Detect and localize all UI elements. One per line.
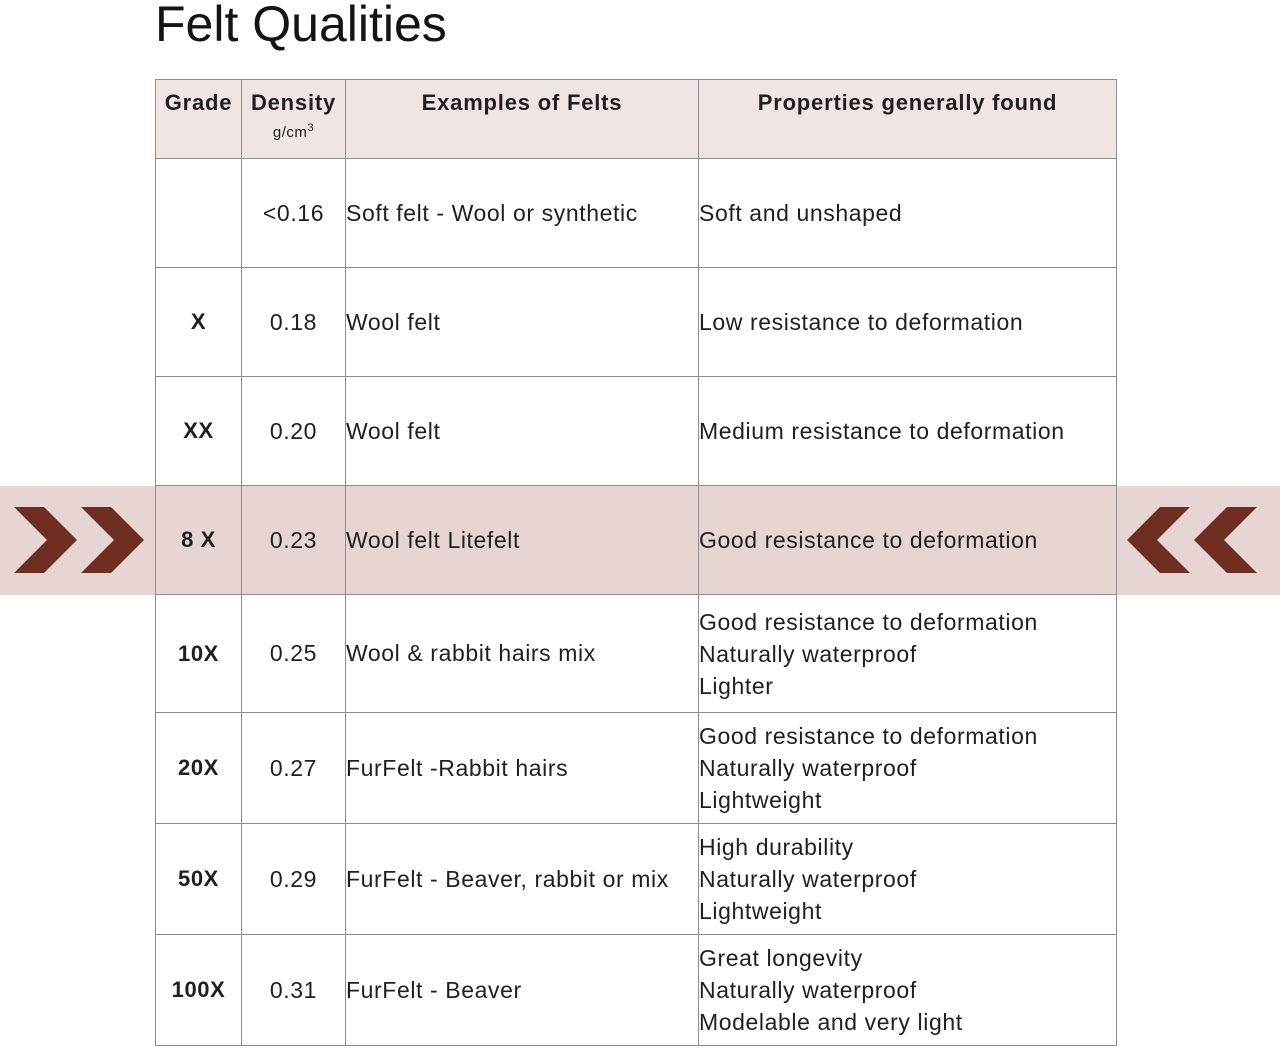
property-line: Naturally waterproof bbox=[699, 640, 917, 667]
cell-example: Wool felt bbox=[346, 377, 699, 486]
property-line: Soft and unshaped bbox=[699, 200, 903, 226]
property-line: Modelable and very light bbox=[699, 1009, 963, 1035]
density-unit: $g/cm^3$ bbox=[272, 122, 315, 141]
cell-properties bbox=[699, 486, 1117, 595]
cell-density: 0.25 bbox=[242, 595, 346, 713]
header-density-label: Density bbox=[250, 90, 337, 115]
property-line: Lightweight bbox=[699, 787, 822, 813]
cell-example: FurFelt - Beaver bbox=[346, 935, 699, 1046]
cell-grade bbox=[156, 159, 242, 268]
table-row bbox=[156, 268, 1117, 377]
cell-grade: X bbox=[156, 268, 242, 377]
property-line: Good resistance to deformation bbox=[699, 527, 1038, 553]
property-line: High durability bbox=[699, 834, 854, 860]
cell-properties bbox=[699, 377, 1117, 486]
felt-qualities-table bbox=[155, 79, 1117, 1046]
cell-density: 0.23 bbox=[242, 486, 346, 595]
cell-density: 0.29 bbox=[242, 824, 346, 935]
double-chevron-right-icon bbox=[14, 507, 144, 573]
property-line: Lighter bbox=[699, 672, 774, 699]
table-row bbox=[156, 713, 1117, 824]
table-header-row bbox=[156, 80, 1117, 159]
cell-properties bbox=[699, 159, 1117, 268]
table-body bbox=[156, 159, 1117, 1046]
header-grade: Grade bbox=[156, 80, 242, 159]
property-line: Low resistance to deformation bbox=[699, 309, 1024, 335]
table-row bbox=[156, 824, 1117, 935]
property-line: Naturally waterproof bbox=[699, 866, 917, 892]
property-line: Naturally waterproof bbox=[699, 755, 917, 781]
header-density bbox=[242, 80, 346, 159]
table-row bbox=[156, 595, 1117, 713]
property-line: Naturally waterproof bbox=[699, 977, 917, 1003]
table-row bbox=[156, 486, 1117, 595]
cell-properties bbox=[699, 713, 1117, 824]
table-row bbox=[156, 935, 1117, 1046]
cell-properties bbox=[699, 935, 1117, 1046]
cell-grade: 20X bbox=[156, 713, 242, 824]
cell-example: Soft felt - Wool or synthetic bbox=[346, 159, 699, 268]
cell-properties bbox=[699, 268, 1117, 377]
cell-grade: 10X bbox=[156, 595, 242, 713]
table-row bbox=[156, 377, 1117, 486]
cell-grade: 8 X bbox=[156, 486, 242, 595]
cell-example: FurFelt -Rabbit hairs bbox=[346, 713, 699, 824]
cell-density: 0.31 bbox=[242, 935, 346, 1046]
cell-density: 0.27 bbox=[242, 713, 346, 824]
cell-properties bbox=[699, 824, 1117, 935]
cell-grade: 50X bbox=[156, 824, 242, 935]
cell-density: 0.18 bbox=[242, 268, 346, 377]
cell-grade: 100X bbox=[156, 935, 242, 1046]
cell-density: 0.20 bbox=[242, 377, 346, 486]
property-line: Lightweight bbox=[699, 898, 822, 924]
table-row bbox=[156, 159, 1117, 268]
cell-example: Wool felt Litefelt bbox=[346, 486, 699, 595]
cell-grade: XX bbox=[156, 377, 242, 486]
property-line: Medium resistance to deformation bbox=[699, 418, 1065, 444]
header-examples: Examples of Felts bbox=[346, 80, 699, 159]
cell-example: Wool felt bbox=[346, 268, 699, 377]
cell-example: Wool & rabbit hairs mix bbox=[346, 595, 699, 713]
cell-example: FurFelt - Beaver, rabbit or mix bbox=[346, 824, 699, 935]
page-title: Felt Qualities bbox=[155, 0, 447, 52]
property-line: Great longevity bbox=[699, 945, 863, 971]
header-properties: Properties generally found bbox=[699, 80, 1117, 159]
cell-density: <0.16 bbox=[242, 159, 346, 268]
double-chevron-left-icon bbox=[1127, 507, 1257, 573]
cell-properties bbox=[699, 595, 1117, 713]
property-line: Good resistance to deformation bbox=[699, 723, 1038, 749]
property-line: Good resistance to deformation bbox=[699, 608, 1038, 635]
